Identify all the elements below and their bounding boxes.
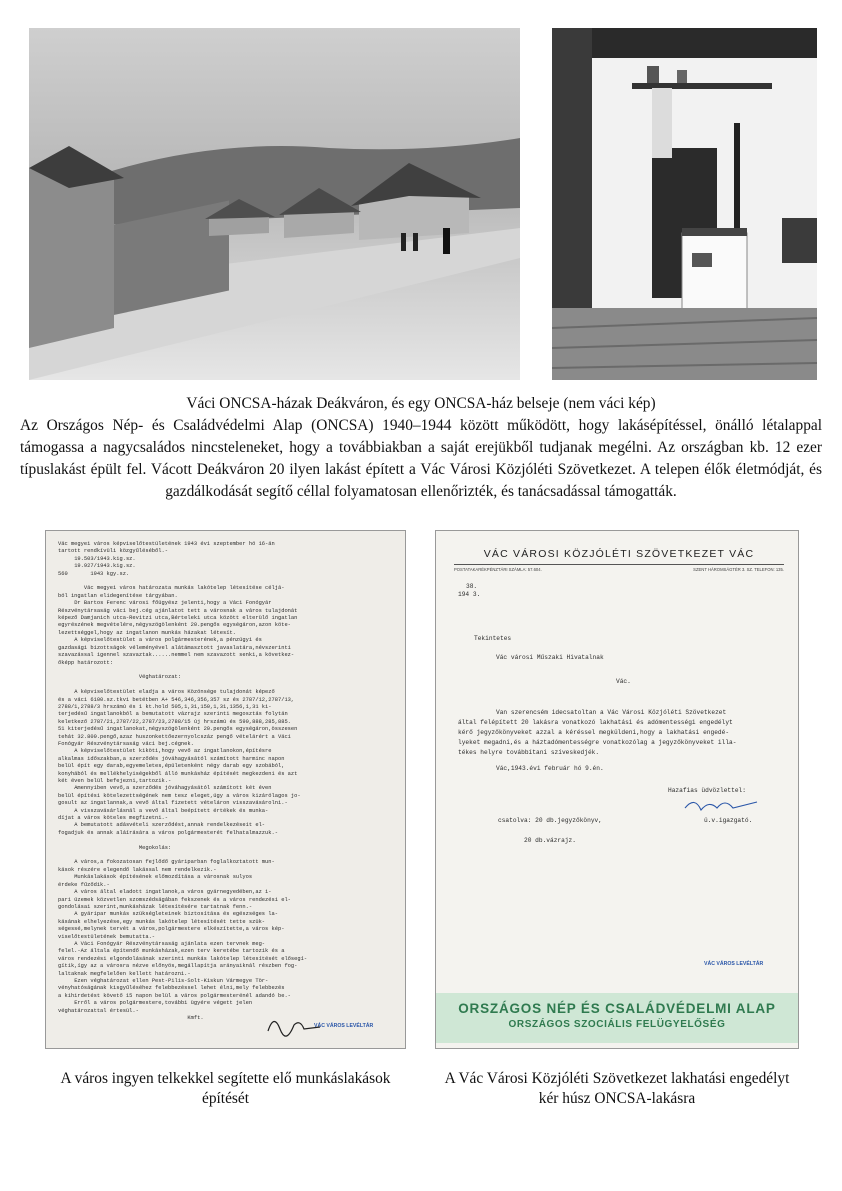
- oncsa-stamp-line-1: ORSZÁGOS NÉP ÉS CSALÁDVÉDELMI ALAP: [458, 1001, 776, 1016]
- oncsa-stamp-line-2: ORSZÁGOS SZOCIÁLIS FELÜGYELŐSÉG: [508, 1019, 726, 1030]
- oncsa-stamp: [436, 993, 798, 1043]
- letterhead-address: SZENT HÁROMSÁGTÉR 3. SZ. TELEFON: 135.: [693, 567, 784, 572]
- kitchen-photo: [552, 28, 817, 380]
- letter-body-line-2: által felépített 20 lakásra vonatkozó lakhatási és adómentességi engedélyt: [458, 719, 733, 726]
- street-photo: [29, 28, 520, 380]
- addressee: Vác városi Műszaki Hivatalnak: [496, 654, 604, 661]
- main-caption: [20, 393, 822, 503]
- ref-number: 38.: [466, 583, 478, 590]
- archive-stamp-right: VÁC VÁROS LEVÉLTÁR: [704, 961, 764, 967]
- street-photo-image: [29, 28, 520, 380]
- salutation: Tekintetes: [474, 635, 512, 642]
- ref-year: 194 3.: [458, 591, 481, 598]
- enclosure-1: csatolva: 20 db.jegyzőkönyv,: [498, 817, 602, 824]
- caption-body: Az Országos Nép- és Családvédelmi Alap (ONCSA) 1940–1944 között működött, hogy lakásépítéssel, önálló létalappal támogassa a nagycsaládos nincsteleneket, hogy a továbbiakban a saját erejükből tudjanak megélni. Az országban kb. 12 ezer típuslakást épült fel. Vácott Deákváron 20 ilyen lakást épített a Vác Városi Közjóléti Szövetkezet. A telepen élők életmódját, és gazdálkodását segítő céllal folyamatosan ellenőrizték, és tanácsadással támogatták.: [20, 417, 822, 500]
- council-resolution-document: [46, 531, 405, 1048]
- letter-body-line-1: Van szerencsém idecsatoltan a Vác Városi Közjóléti Szövetkezet: [496, 709, 727, 716]
- letter-date: Vác,1943.évi február hó 9.én.: [496, 765, 604, 772]
- left-document-caption: A város ingyen telkekkel segítette elő munkáslakások építését: [60, 1070, 391, 1107]
- letter-body-line-4: lyeket megadni,és a háztadómentességre vonatkozólag a jegyzőkönyveket illa-: [458, 739, 737, 746]
- kitchen-photo-image: [552, 28, 817, 380]
- caption-title: Váci ONCSA-házak Deákváron, és egy ONCSA-ház belseje (nem váci kép): [186, 395, 656, 412]
- letterhead-account: POSTATAKARÉKPÉNZTÁRI SZÁMLA: 57.604.: [454, 567, 542, 572]
- letter-closing: Hazafias üdvözlettel:: [668, 787, 746, 794]
- cooperative-letter-document: [436, 531, 798, 1048]
- right-document-caption: A Vác Városi Közjóléti Szövetkezet lakhatási engedélyt kér húsz ONCSA-lakásra: [444, 1070, 790, 1107]
- signature-role: ü.v.igazgató.: [704, 817, 753, 824]
- letterhead-title: VÁC VÁROSI KÖZJÓLÉTI SZÖVETKEZET VÁC: [483, 548, 755, 560]
- signature-left-icon: [264, 1011, 324, 1039]
- letterhead-subline: [454, 567, 784, 572]
- letter-body-line-3: kérő jegyzőkönyveket azzal a kéréssel megküldeni,hogy a lakhatási engedé-: [458, 729, 730, 736]
- letter-body-line-5: tékes helyre továbbítani szíveskedjék.: [458, 749, 600, 756]
- archive-stamp-left: VÁC VÁROS LEVÉLTÁR: [314, 1023, 374, 1029]
- resolution-typed-text: Vác megyei város képviselőtestületének 1943 évi szeptember hó 16-án tartott rendkívüli közgyűléséből.- 19.503/1943.kig.sz. 19.927/1943.kig.sz. 560 1943 kgy.sz. Vác megyei város határozata munkás lakótelep létesítése céljá- ból ingatlan elidegenítése tárgyában. Dr Bartos Ferenc városi főügyész jelenti,hogy a Váci Fonógyár Részvénytársaság váci bej.cég ajánlatot tett a városnak a város tulajdonát képező Damjanich utca-Revitzi utca,Bérteleki utca között elterülő ingatlan egyrészének megvételére,négyszögölenként 20.pengős egységáron,azon köte- lezettséggel,hogy az ingatlanon munkás házakat létesít. A képviselőtestület a város polgármesterének,a pénzügyi és gazdasági bizottságok véleményével alátámasztott javaslatára,névszerinti szavazással igennel szavaztak......nemmel nem szavazott senki,a következ- őképp határozott: Véghatározat: A képviselőtestület eladja a város Közönsége tulajdonát képező és a váci 6100.sz.tkvi betétben A+ 546,346,356,357 sz és 2787/12,2787/13, 2788/1,2788/3 hrszámú és 1 kt.hold 505,1,31,150,1,31,1356,1,31 ki- terjedésű ingatlanokból a bemutatott vázrajz szerinti megosztás folytán keletkező 2787/21,2787/22,2787/23,2788/15 új hrszámú és 590,888,285,885. 51 kiterjedésű ingatlanokat,négyszögölenként 20.pengős egységáron,összesen tehát 32.800.pengő,azaz huszonkettőezernyolcszáz pengő vételárért a Váci Fonógyár Részvénytársaság váci bej.cégnek. A képviselőtestület kiköti,hogy vevő az ingatlanokon,építésre alkalmas időszakban,a szerződés jóváhagyásától számított harminc napon belül épít egy darab,egyemeletes,épületenként négy darab egy szobából, konyhából és mellékhelyiségekből álló munkásház építését megkezdeni és azt két éven belül befejezni,tartozik.- Amennyiben vevő,a szerződés jóváhagyásától számított két éven belül építési kötelezettségének nem tesz eleget,úgy a város kizárólagos jo- gosult az ingatlannak,a vevő által fizetett vételáron visszavásárolni.- A visszavásárlásnál a vevő által beépített értékek és munka- díjat a város köteles megfizetni.- A bemutatott adásvételi szerződést,annak rendelkezéseit el- fogadjuk és annak aláírására a város polgármesterét felhatalmazzuk.- Megokolás: A város,a fokozatosan fejlődő gyáriparban foglalkoztatott mun- kások részére elegendő lakással nem rendelkezik.- Munkáslakások építésének előmozdítása a városnak sulyos érdeke fűződik.- A város által eladott ingatlanok,a város gyárnegyedében,az i- pari üzemek közvetlen szomszédságában fekszenek és a város rendezési el- gondolásai szerint,munkásházak létesítésére tartatnak fenn.- A gyáripar munkás szükségleteinek biztosítása és egészséges la- kásának elhelyezése,egy munkás lakótelep létesítését tette szük- ségessé,melynek tervét a város,polgármestere elkészítette,a város kép- viselőtestületének bemutatta.- A Váci Fonógyár Részvénytársaság ajánlata ezen tervnek meg- felel.-Az általa építendő munkásházak,ezen terv keretébe tartozik és a város rendezési elgondolásának szerinti munkás lakótelep létesítését elősegí- gítik,így az a városra nézve előnyös,megállapítja arányaiknál részben fog- laltaknak megfelelően kellett határozni.- Ezen véghatározat ellen Pest-Pilis-Solt-Kiskun Vármegye Tör- vényhatóságának kisgyűléséhez felebbezéssel lehet élni,mely felebbezés a kihirdetést követő 15 napon belül a város polgármesterénél adandó be.- Erről a város polgármestere,további ügyére végett jelen véghatározattal értesül.- Kmft.: [58, 541, 308, 1021]
- enclosure-2: 20 db.vázrajz.: [524, 837, 576, 844]
- signature-right-icon: [681, 794, 761, 816]
- letterhead-rule: [454, 564, 784, 565]
- addressee-city: Vác.: [616, 678, 631, 685]
